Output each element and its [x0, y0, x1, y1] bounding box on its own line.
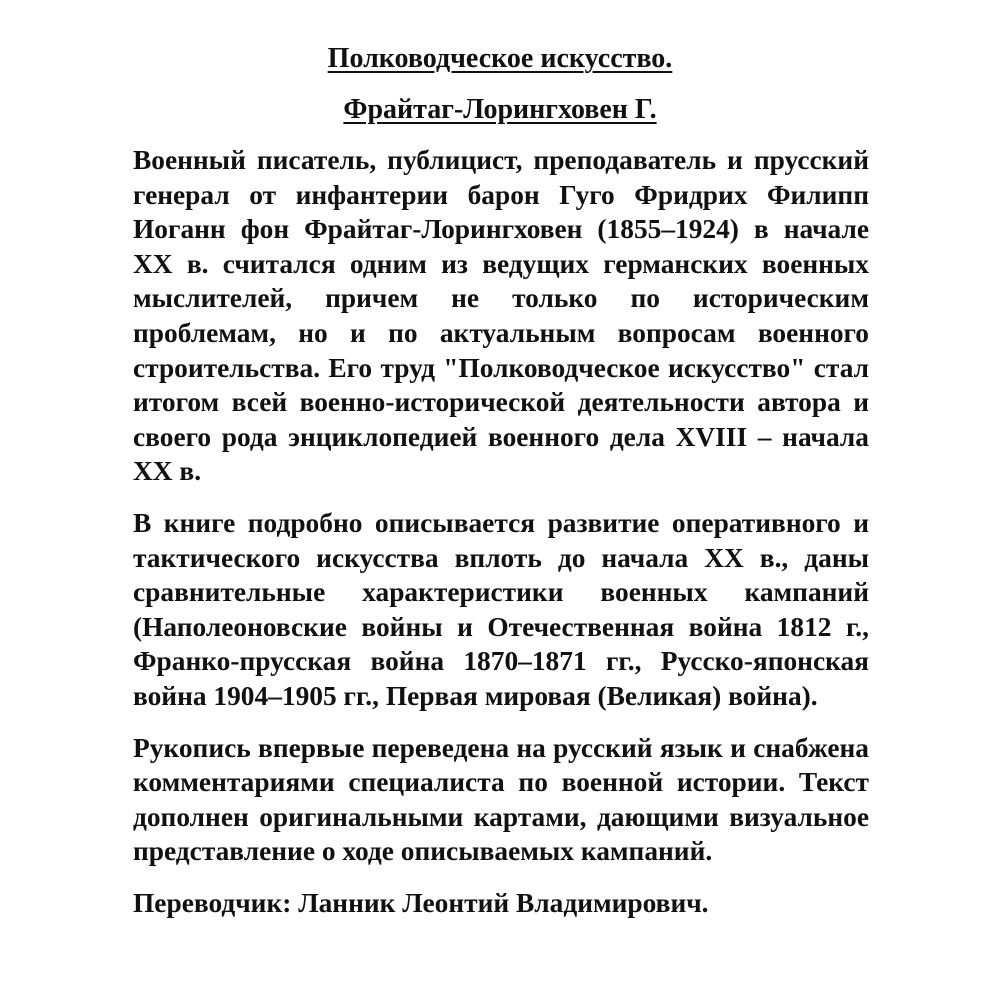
description-body [133, 143, 869, 920]
book-title: Полководческое искусство. [327, 43, 673, 74]
paragraph-translation-note: Рукопись впервые переведена на русский язык и снабжена комментариями специалиста по военной истории. Текст дополнен оригинальными картами, дающими визуальное представление о ходе описываемых кампаний. [133, 732, 869, 867]
paragraph-book-content: В книге подробно описывается развитие оперативного и тактического искусства вплоть до начала XX в., даны сравнительные характеристики военных кампаний (Наполеоновские войны и Отечественная война 1812 г., Франко-прусская война 1870–1871 гг., Русско-японская война 1904–1905 гг., Первая мировая (Великая) война). [133, 507, 869, 711]
book-author: Фрайтаг-Лорингховен Г. [343, 94, 657, 125]
paragraph-author-bio: Военный писатель, публицист, преподаватель и прусский генерал от инфантерии барон Гуго Фридрих Филипп Иоганн фон Фрайтаг-Лорингховен (1855–1924) в начале XX в. считался одним из ведущих германских военных мыслителей, причем не только по историческим проблемам, но и по актуальным вопросам военного строительства. Его труд "Полководческое искусство" стал итогом всей военно-исторической деятельности автора и своего рода энциклопедией военного дела XVIII – начала XX в. [133, 145, 869, 487]
translator-line: Переводчик: Ланник Леонтий Владимирович. [133, 887, 709, 918]
